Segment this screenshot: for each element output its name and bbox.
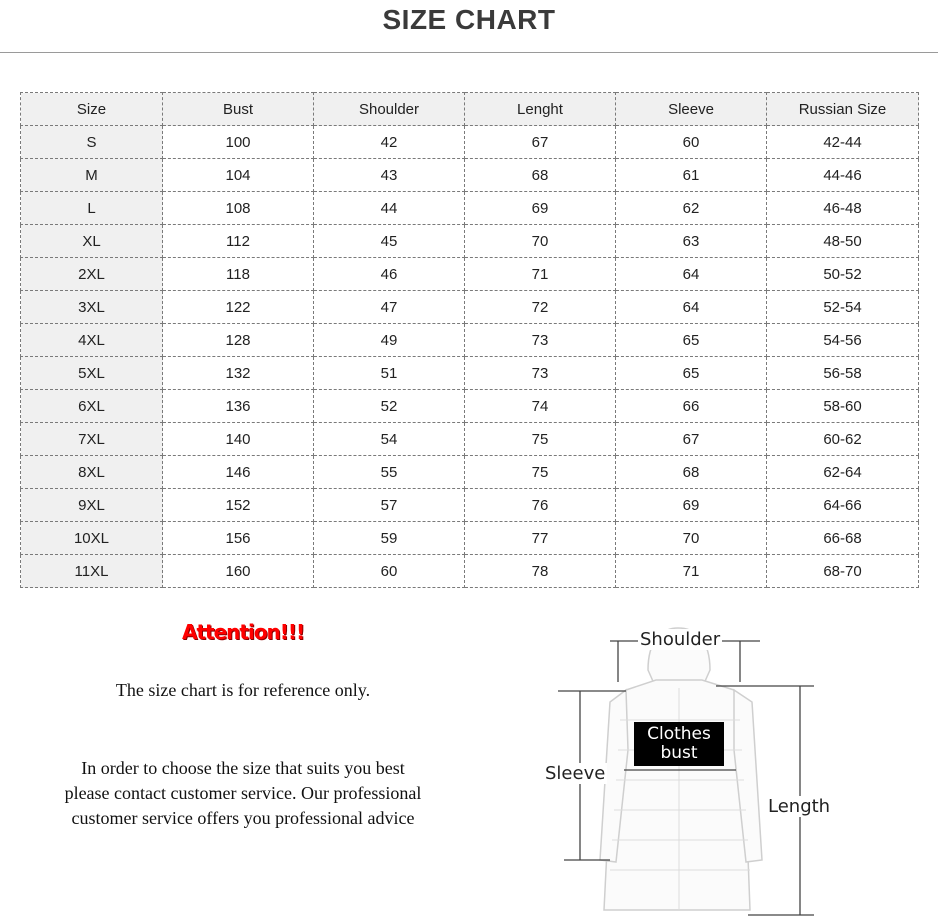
table-cell: 64 [616, 258, 767, 291]
table-cell: 77 [465, 522, 616, 555]
advice-note [22, 756, 464, 831]
table-row [21, 291, 919, 324]
size-cell: 5XL [21, 357, 163, 390]
table-cell: 66 [616, 390, 767, 423]
table-cell: 52 [314, 390, 465, 423]
table-cell: 75 [465, 423, 616, 456]
size-cell: 3XL [21, 291, 163, 324]
size-cell: 9XL [21, 489, 163, 522]
table-cell: 58-60 [767, 390, 919, 423]
table-cell: 100 [163, 126, 314, 159]
column-header-length: Lenght [465, 93, 616, 126]
table-cell: 57 [314, 489, 465, 522]
table-cell: 69 [465, 192, 616, 225]
table-cell: 73 [465, 324, 616, 357]
size-cell: 11XL [21, 555, 163, 588]
table-cell: 54-56 [767, 324, 919, 357]
bust-label-line: Clothes [647, 724, 711, 744]
table-cell: 46 [314, 258, 465, 291]
table-cell: 44 [314, 192, 465, 225]
table-row [21, 423, 919, 456]
table-cell: 51 [314, 357, 465, 390]
table-row [21, 324, 919, 357]
table-cell: 78 [465, 555, 616, 588]
table-cell: 160 [163, 555, 314, 588]
table-row [21, 489, 919, 522]
size-cell: 4XL [21, 324, 163, 357]
table-cell: 63 [616, 225, 767, 258]
table-cell: 136 [163, 390, 314, 423]
table-cell: 43 [314, 159, 465, 192]
table-cell: 70 [616, 522, 767, 555]
table-cell: 65 [616, 324, 767, 357]
table-row [21, 159, 919, 192]
advice-line: In order to choose the size that suits you best [81, 758, 405, 778]
table-row [21, 390, 919, 423]
length-label: Length [768, 796, 831, 817]
table-cell: 104 [163, 159, 314, 192]
clothes-bust-label [634, 722, 724, 766]
table-cell: 112 [163, 225, 314, 258]
table-header-row [21, 93, 919, 126]
table-cell: 59 [314, 522, 465, 555]
table-cell: 70 [465, 225, 616, 258]
table-cell: 49 [314, 324, 465, 357]
table-cell: 72 [465, 291, 616, 324]
table-cell: 42 [314, 126, 465, 159]
measurement-diagram [530, 610, 860, 920]
table-cell: 52-54 [767, 291, 919, 324]
table-row [21, 192, 919, 225]
table-cell: 61 [616, 159, 767, 192]
table-cell: 62 [616, 192, 767, 225]
table-cell: 132 [163, 357, 314, 390]
table-cell: 74 [465, 390, 616, 423]
title-divider [0, 52, 938, 53]
table-cell: 54 [314, 423, 465, 456]
table-cell: 64-66 [767, 489, 919, 522]
size-cell: M [21, 159, 163, 192]
table-cell: 152 [163, 489, 314, 522]
table-row [21, 522, 919, 555]
table-cell: 60-62 [767, 423, 919, 456]
table-row [21, 357, 919, 390]
sleeve-label: Sleeve [545, 763, 606, 784]
size-cell: 6XL [21, 390, 163, 423]
column-header-size: Size [21, 93, 163, 126]
column-header-bust: Bust [163, 93, 314, 126]
bust-label-line: bust [660, 743, 698, 763]
table-cell: 128 [163, 324, 314, 357]
table-cell: 108 [163, 192, 314, 225]
table-row [21, 555, 919, 588]
table-row [21, 126, 919, 159]
table-cell: 68-70 [767, 555, 919, 588]
size-cell: L [21, 192, 163, 225]
table-cell: 140 [163, 423, 314, 456]
table-cell: 69 [616, 489, 767, 522]
table-cell: 118 [163, 258, 314, 291]
table-row [21, 258, 919, 291]
table-body [21, 126, 919, 588]
table-cell: 46-48 [767, 192, 919, 225]
column-header-shoulder: Shoulder [314, 93, 465, 126]
table-cell: 68 [616, 456, 767, 489]
column-header-sleeve: Sleeve [616, 93, 767, 126]
size-cell: 7XL [21, 423, 163, 456]
table-cell: 47 [314, 291, 465, 324]
table-cell: 45 [314, 225, 465, 258]
column-header-russian-size: Russian Size [767, 93, 919, 126]
shoulder-label: Shoulder [640, 629, 721, 650]
size-cell: S [21, 126, 163, 159]
table-cell: 44-46 [767, 159, 919, 192]
table-cell: 65 [616, 357, 767, 390]
size-cell: XL [21, 225, 163, 258]
size-cell: 10XL [21, 522, 163, 555]
size-cell: 8XL [21, 456, 163, 489]
table-cell: 156 [163, 522, 314, 555]
table-cell: 50-52 [767, 258, 919, 291]
table-cell: 56-58 [767, 357, 919, 390]
table-cell: 122 [163, 291, 314, 324]
table-cell: 75 [465, 456, 616, 489]
table-cell: 67 [616, 423, 767, 456]
advice-line: customer service offers you professional advice [71, 808, 415, 828]
table-cell: 66-68 [767, 522, 919, 555]
table-cell: 60 [314, 555, 465, 588]
table-cell: 76 [465, 489, 616, 522]
table-row [21, 456, 919, 489]
advice-line: please contact customer service. Our professional [64, 783, 422, 803]
size-chart-table [20, 92, 919, 588]
table-cell: 67 [465, 126, 616, 159]
table-cell: 55 [314, 456, 465, 489]
table-cell: 64 [616, 291, 767, 324]
table-cell: 62-64 [767, 456, 919, 489]
table-cell: 71 [465, 258, 616, 291]
reference-note: The size chart is for reference only. [115, 680, 371, 700]
table-cell: 146 [163, 456, 314, 489]
table-cell: 71 [616, 555, 767, 588]
attention-heading: Attention!!! [182, 620, 305, 644]
table-cell: 68 [465, 159, 616, 192]
table-cell: 73 [465, 357, 616, 390]
table-cell: 48-50 [767, 225, 919, 258]
table-row [21, 225, 919, 258]
size-cell: 2XL [21, 258, 163, 291]
page-title: SIZE CHART [382, 4, 556, 35]
table-cell: 42-44 [767, 126, 919, 159]
table-cell: 60 [616, 126, 767, 159]
